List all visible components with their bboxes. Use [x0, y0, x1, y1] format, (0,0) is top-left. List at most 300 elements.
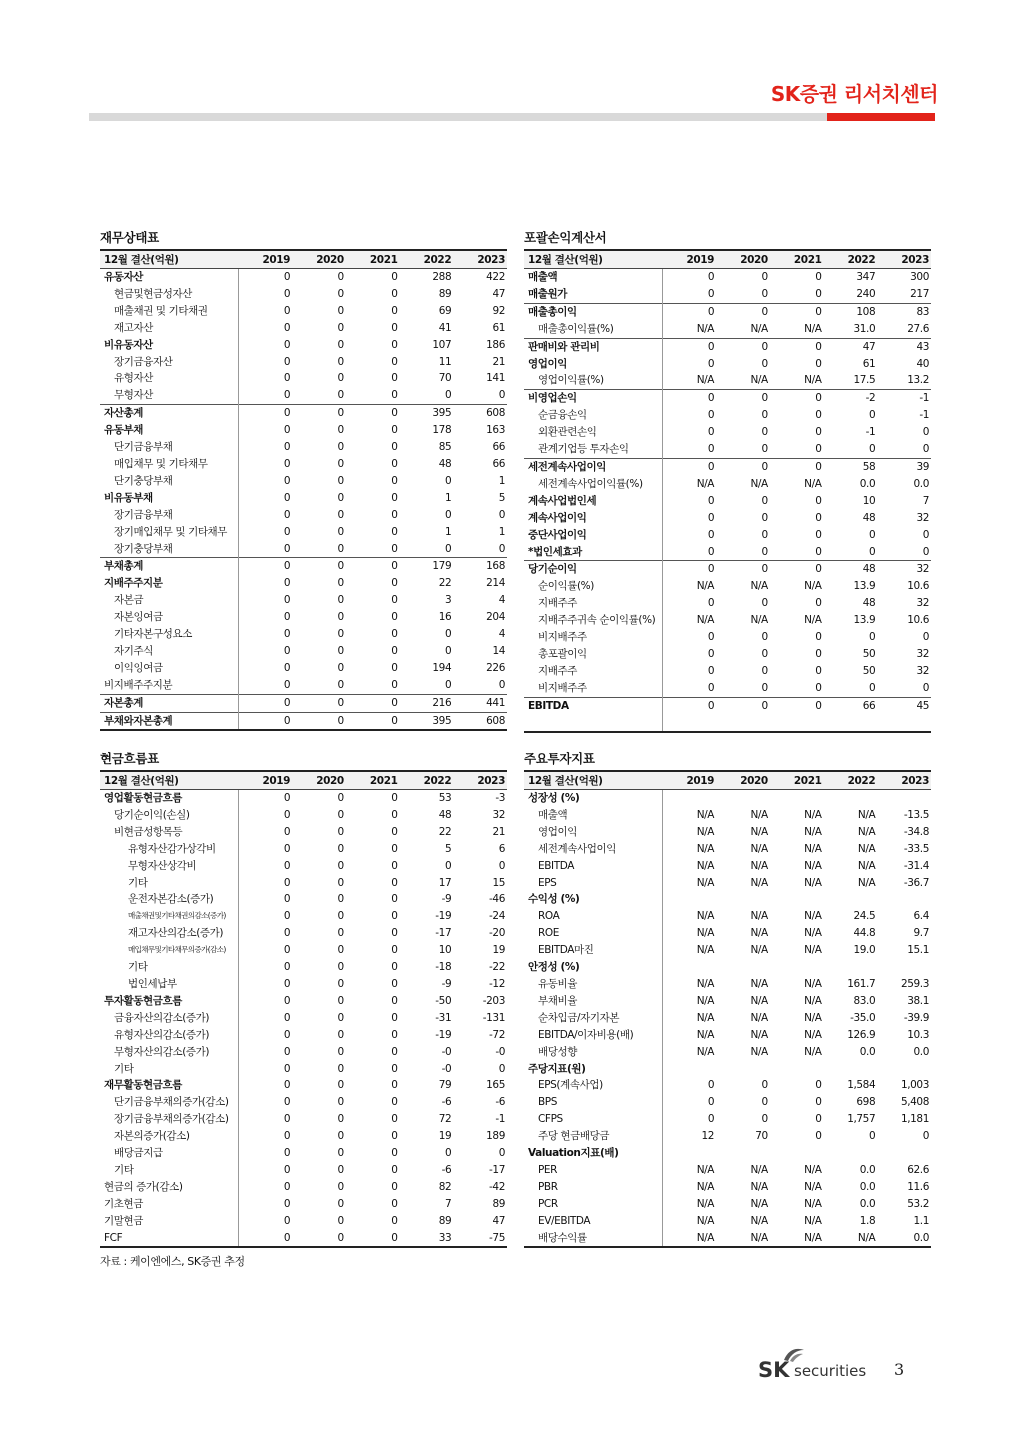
row-value: 1.1	[913, 1214, 929, 1227]
row-value: 70	[755, 1130, 768, 1143]
cashflow-section	[100, 751, 507, 1248]
row-value: 214	[486, 577, 505, 590]
row-label: EPS(계속사업)	[524, 1077, 662, 1094]
row-label: 운전자본감소(증가)	[100, 891, 238, 908]
row-value: 0	[283, 1079, 291, 1092]
header-row	[100, 250, 507, 269]
row-value: 0	[761, 1079, 768, 1092]
row-value: 0	[283, 271, 291, 283]
table-row	[524, 959, 931, 976]
row-value: N/A	[696, 859, 715, 872]
row-label: 자본의증가(감소)	[100, 1128, 238, 1145]
row-value: N/A	[770, 1230, 824, 1248]
row-label: 배당성향	[524, 1044, 662, 1061]
table-row	[524, 1010, 931, 1027]
row-value: 0	[391, 287, 398, 300]
row-value: 0	[444, 628, 452, 641]
row-value: 0	[922, 545, 929, 558]
row-value: 66	[492, 441, 505, 454]
row-value: 0	[391, 1096, 398, 1109]
row-value: 0	[337, 1011, 344, 1024]
row-value	[824, 790, 878, 807]
row-value: 0	[337, 525, 344, 538]
row-value: -3	[495, 792, 505, 804]
row-value: 216	[400, 694, 454, 712]
row-value: -31.4	[903, 859, 929, 872]
row-label: 외환관련손익	[524, 424, 662, 441]
row-value: 7	[444, 1197, 452, 1210]
row-value: -17	[435, 927, 452, 940]
row-value: 0	[716, 303, 770, 320]
row-value: -50	[435, 994, 452, 1007]
row-value: 0	[238, 712, 292, 730]
row-value: 0	[662, 458, 716, 475]
row-value: 0	[283, 474, 291, 487]
row-value: 108	[824, 303, 878, 320]
row-value: 53.2	[907, 1197, 929, 1210]
row-value: 608	[453, 405, 507, 422]
row-value: 0	[391, 321, 398, 334]
row-value: 0	[391, 542, 398, 555]
row-value: 0	[761, 443, 768, 456]
table-row	[100, 626, 507, 643]
row-label: 수익성 (%)	[524, 891, 662, 908]
row-value: 0	[716, 697, 770, 714]
row-value	[770, 959, 824, 976]
row-value: N/A	[804, 1214, 822, 1227]
row-label: EBITDA마진	[524, 942, 662, 959]
row-label: 당기순이익(손실)	[100, 807, 238, 824]
row-label	[524, 715, 662, 733]
row-value: 41	[438, 321, 452, 334]
row-value: 0	[922, 443, 929, 456]
row-value: 0	[391, 508, 398, 521]
row-value: 0	[770, 338, 824, 355]
column-header-year: 2019	[662, 771, 716, 790]
row-value: 27.6	[907, 322, 929, 335]
table-row	[524, 1128, 931, 1145]
column-header-label: 12월 결산(억원)	[524, 250, 662, 269]
row-value: N/A	[696, 994, 715, 1007]
row-value: 1	[444, 491, 452, 504]
row-value: 0	[662, 697, 716, 714]
sk-research-logo	[771, 78, 938, 107]
row-value: 0	[761, 287, 768, 300]
table-row	[524, 680, 931, 697]
row-label: 매출채권 및 기타채권	[100, 303, 238, 320]
row-value: 0	[707, 409, 715, 422]
row-value: N/A	[696, 477, 715, 490]
row-value: -24	[489, 910, 505, 923]
cashflow-table	[100, 770, 507, 1248]
row-value: 0	[868, 545, 876, 558]
row-value: 15	[492, 876, 505, 889]
row-value	[716, 959, 770, 976]
row-value: 0	[868, 681, 876, 694]
row-value: 0	[337, 661, 344, 674]
row-value: 0	[444, 859, 452, 872]
row-value: 0	[815, 409, 822, 422]
table-row	[100, 1027, 507, 1044]
row-value: N/A	[750, 808, 768, 821]
row-value: 0	[238, 558, 292, 575]
table-row	[100, 439, 507, 456]
row-value: 0	[283, 661, 291, 674]
row-value: 608	[453, 712, 507, 730]
row-value: 0	[337, 825, 344, 838]
row-value: 0	[337, 457, 344, 470]
row-value: 422	[486, 271, 505, 283]
row-label: 배당수익률	[524, 1230, 662, 1248]
row-value	[877, 959, 931, 976]
row-value: 441	[453, 694, 507, 712]
row-value: 5	[444, 842, 452, 855]
row-value: 0	[283, 577, 291, 590]
row-value: N/A	[696, 374, 715, 387]
row-value: 0	[815, 511, 822, 524]
table-row	[524, 595, 931, 612]
row-value: 0.0	[913, 1045, 929, 1058]
row-value: 0	[444, 644, 452, 657]
row-label: 지배주주	[524, 595, 662, 612]
row-value: N/A	[857, 876, 876, 889]
income-statement-section	[524, 230, 931, 733]
row-value: -17	[489, 1163, 505, 1176]
row-label: 성장성 (%)	[524, 790, 662, 807]
row-label: 비지배주주지분	[100, 677, 238, 694]
table-row	[100, 807, 507, 824]
column-header-year: 2019	[238, 771, 292, 790]
row-label: 무형자산의감소(증가)	[100, 1044, 238, 1061]
row-label: 순금융손익	[524, 407, 662, 424]
row-value: 1,584	[847, 1079, 876, 1092]
row-value: 0	[761, 357, 768, 370]
row-value: 32	[916, 511, 929, 524]
row-value: 259.3	[900, 977, 929, 990]
row-value: 0	[922, 1130, 929, 1143]
row-label: 부채총계	[100, 558, 238, 575]
table-row	[524, 356, 931, 373]
row-value: 0	[346, 558, 400, 575]
row-value: 0	[815, 647, 822, 660]
row-value: 0	[391, 611, 398, 624]
row-label: 자본총계	[100, 694, 238, 712]
table-row	[524, 321, 931, 338]
row-value: 0	[337, 994, 344, 1007]
table-row	[100, 524, 507, 541]
row-value: 0	[391, 1197, 398, 1210]
row-value: N/A	[750, 876, 768, 889]
row-value: 0	[337, 1079, 344, 1092]
row-label: 매출총이익률(%)	[524, 321, 662, 338]
row-value: -19	[435, 1028, 452, 1041]
row-label: EBITDA	[524, 697, 662, 714]
row-value: N/A	[696, 1045, 715, 1058]
row-value: N/A	[804, 1011, 822, 1024]
row-value	[824, 959, 878, 976]
table-row	[524, 807, 931, 824]
row-value: 0	[283, 944, 291, 957]
column-header-year: 2023	[453, 250, 507, 269]
row-value: 1.8	[859, 1214, 876, 1227]
row-value: 0	[283, 1062, 291, 1075]
row-value: -42	[489, 1180, 505, 1193]
table-row	[100, 354, 507, 371]
row-value: 0	[922, 528, 929, 541]
row-value: 0	[391, 842, 398, 855]
row-value: 179	[400, 558, 454, 575]
row-value: 0	[707, 1096, 715, 1109]
table-row	[524, 407, 931, 424]
row-label: 비현금성항목등	[100, 824, 238, 841]
row-value: 0	[391, 994, 398, 1007]
row-value: 0	[391, 474, 398, 487]
header-rule	[89, 113, 935, 121]
row-value: N/A	[696, 944, 715, 957]
row-label: 장기금융부채의증가(감소)	[100, 1111, 238, 1128]
row-value: 61	[862, 357, 876, 370]
row-value: N/A	[804, 910, 822, 923]
row-label: 총포괄이익	[524, 646, 662, 663]
row-value: -39.9	[903, 1011, 929, 1024]
row-value: 0	[707, 271, 715, 283]
row-value: N/A	[804, 825, 822, 838]
column-header-year: 2021	[770, 250, 824, 269]
row-value: 0.0	[859, 477, 876, 490]
row-value: 0	[391, 644, 398, 657]
row-value: 0	[337, 474, 344, 487]
row-value: 0	[283, 893, 291, 906]
key-indicators-title: 주요투자지표	[524, 751, 595, 766]
row-value: 0	[283, 441, 291, 454]
column-header-year: 2022	[400, 250, 454, 269]
row-label: *법인세효과	[524, 544, 662, 561]
row-value: 0	[337, 1147, 344, 1160]
row-value: 0	[707, 1113, 715, 1126]
row-value: -2	[824, 390, 878, 407]
row-label: 안정성 (%)	[524, 959, 662, 976]
table-row	[100, 1162, 507, 1179]
table-row	[100, 456, 507, 473]
row-value: N/A	[696, 1197, 715, 1210]
table-row	[524, 646, 931, 663]
row-value: 0	[337, 491, 344, 504]
table-row	[100, 609, 507, 626]
row-value: 165	[486, 1079, 505, 1092]
row-value: 0	[391, 893, 398, 906]
row-value: 0	[444, 508, 452, 521]
row-value: 50	[862, 647, 876, 660]
row-value: -36.7	[903, 876, 929, 889]
row-label: 지배주주귀속 순이익률(%)	[524, 612, 662, 629]
row-value: 85	[438, 441, 452, 454]
row-value: 0	[283, 644, 291, 657]
row-label: 매출총이익	[524, 303, 662, 320]
row-value	[824, 1061, 878, 1078]
row-value: 33	[400, 1230, 454, 1248]
row-label: 현금의 증가(감소)	[100, 1179, 238, 1196]
row-value: 0.0	[859, 1197, 876, 1210]
table-row	[524, 1145, 931, 1162]
row-value: N/A	[804, 1197, 822, 1210]
column-header-year: 2023	[877, 771, 931, 790]
row-value: 0	[761, 426, 768, 439]
balance-sheet-title: 재무상태표	[100, 230, 159, 245]
row-label: EBITDA/이자비용(배)	[524, 1027, 662, 1044]
table-row	[524, 1044, 931, 1061]
row-value	[824, 715, 878, 733]
column-header-year: 2019	[662, 250, 716, 269]
row-value: 0	[662, 561, 716, 578]
row-value: 0	[707, 443, 715, 456]
row-value: 0	[444, 542, 452, 555]
row-label: 장기충당부채	[100, 541, 238, 558]
row-value: -9	[441, 977, 452, 990]
row-value	[716, 1145, 770, 1162]
table-row	[524, 286, 931, 303]
row-value: 0	[283, 457, 291, 470]
table-row	[524, 1162, 931, 1179]
row-value: N/A	[696, 927, 715, 940]
row-label: 비유동자산	[100, 337, 238, 354]
table-row	[100, 269, 507, 286]
row-value: 0	[707, 664, 715, 677]
row-value: -46	[489, 893, 505, 906]
row-label: 영업이익	[524, 824, 662, 841]
row-value: 0	[337, 577, 344, 590]
table-row	[100, 1010, 507, 1027]
row-value: 0	[283, 338, 291, 351]
table-row	[100, 405, 507, 422]
table-row	[524, 441, 931, 458]
row-value: 0	[346, 712, 400, 730]
row-value: 0	[498, 859, 505, 872]
row-value: 0	[391, 491, 398, 504]
income-statement-title: 포괄손익계산서	[524, 230, 607, 245]
table-row	[524, 1196, 931, 1213]
row-value	[662, 790, 716, 807]
row-value: 0	[337, 271, 344, 283]
table-row	[100, 1044, 507, 1061]
row-value: 0	[770, 561, 824, 578]
row-label: 매출원가	[524, 286, 662, 303]
row-value: N/A	[804, 374, 822, 387]
row-label: FCF	[100, 1230, 238, 1248]
row-value: 395	[400, 712, 454, 730]
table-row	[100, 1094, 507, 1111]
row-value: N/A	[696, 842, 715, 855]
table-row	[100, 1196, 507, 1213]
row-value: N/A	[696, 825, 715, 838]
row-value: 0	[337, 628, 344, 641]
row-value: N/A	[750, 1180, 768, 1193]
table-row	[100, 303, 507, 320]
table-row	[524, 993, 931, 1010]
row-value: 0	[815, 681, 822, 694]
row-value: 1,181	[900, 1113, 929, 1126]
table-row	[524, 1094, 931, 1111]
row-value: 62.6	[907, 1163, 929, 1176]
row-value: N/A	[804, 842, 822, 855]
row-value: 0	[391, 1147, 398, 1160]
key-indicators-table	[524, 770, 931, 1248]
row-value: N/A	[750, 580, 768, 593]
row-value	[716, 715, 770, 733]
row-value: -0	[441, 1062, 452, 1075]
row-value: 0	[283, 1147, 291, 1160]
logo-sk: SK	[770, 82, 800, 106]
table-row	[524, 1077, 931, 1094]
row-label: 주당 현금배당금	[524, 1128, 662, 1145]
row-value: 0	[498, 508, 505, 521]
row-value: 0	[815, 545, 822, 558]
column-header-year: 2023	[877, 250, 931, 269]
row-value: 0	[391, 271, 398, 283]
row-value: N/A	[750, 1163, 768, 1176]
row-value: 58	[824, 458, 878, 475]
row-value: -13.5	[903, 808, 929, 821]
row-value	[662, 891, 716, 908]
row-value: 0	[770, 458, 824, 475]
row-value: 0	[337, 304, 344, 317]
table-row	[100, 422, 507, 439]
table-row	[100, 490, 507, 507]
row-value: N/A	[857, 842, 876, 855]
row-value: N/A	[804, 927, 822, 940]
row-value	[662, 1145, 716, 1162]
row-label: 투자활동현금흐름	[100, 993, 238, 1010]
table-row	[100, 337, 507, 354]
row-value: N/A	[696, 1011, 715, 1024]
row-value: 0	[283, 542, 291, 555]
table-row	[524, 1230, 931, 1248]
row-label: 기타	[100, 1162, 238, 1179]
table-row	[100, 959, 507, 976]
table-row	[100, 507, 507, 524]
row-value: N/A	[804, 944, 822, 957]
row-label: 세전계속사업이익률(%)	[524, 476, 662, 493]
row-value: N/A	[750, 374, 768, 387]
row-value: 0	[346, 405, 400, 422]
row-value: 0	[292, 712, 346, 730]
row-value: N/A	[696, 614, 715, 627]
row-value: 0	[707, 631, 715, 644]
row-value: 107	[432, 338, 452, 351]
row-value: 240	[856, 287, 876, 300]
row-value: 0	[391, 1113, 398, 1126]
row-value: N/A	[696, 977, 715, 990]
row-value: 0	[868, 528, 876, 541]
table-row	[524, 303, 931, 320]
row-value	[824, 1145, 878, 1162]
row-label: 주당지표(원)	[524, 1061, 662, 1078]
row-value: 0	[662, 390, 716, 407]
row-value	[770, 1145, 824, 1162]
table-row	[100, 592, 507, 609]
row-label: 단기금융부채	[100, 439, 238, 456]
row-value: 0	[283, 1096, 291, 1109]
row-value: 0	[337, 1113, 344, 1126]
row-value: 66	[492, 457, 505, 470]
row-value: 0	[662, 338, 716, 355]
row-value: 32	[492, 808, 505, 821]
row-value: 1,003	[900, 1079, 929, 1092]
table-row	[100, 541, 507, 558]
row-value: 0	[391, 628, 398, 641]
row-value: 0	[391, 457, 398, 470]
table-row	[524, 697, 931, 714]
row-value: 13.9	[853, 614, 876, 627]
